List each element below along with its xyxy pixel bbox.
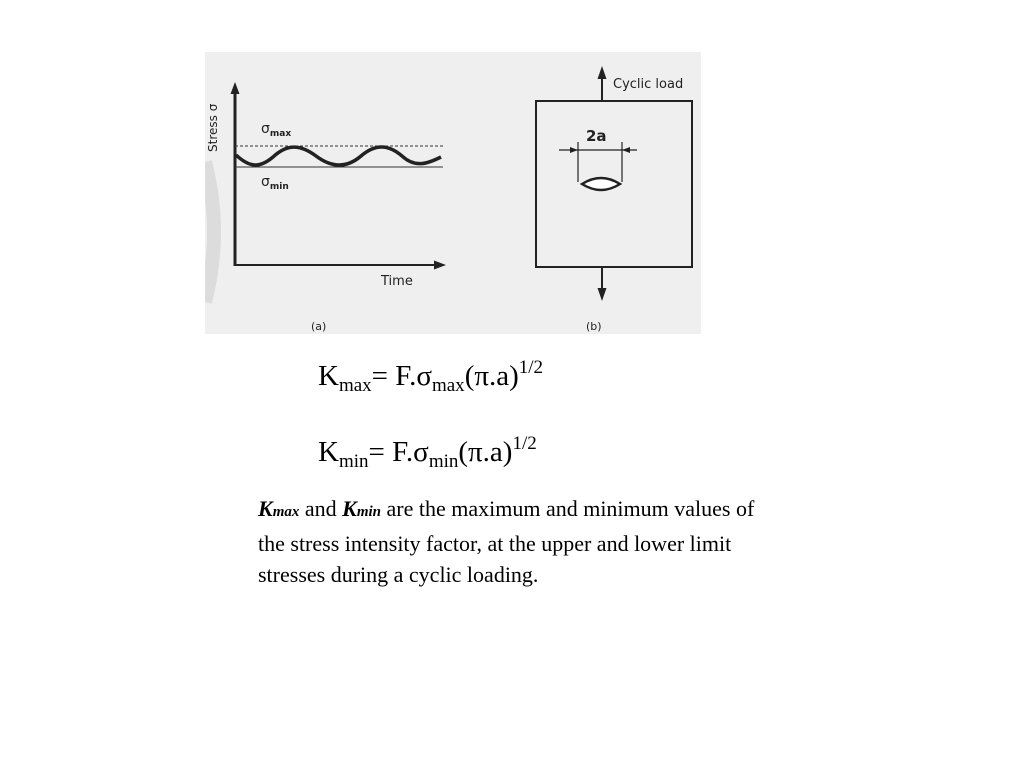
y-axis-arrow xyxy=(231,82,240,94)
x-axis-label: Time xyxy=(381,274,413,289)
crack-ellipse xyxy=(582,178,620,190)
panel-b-cracked-plate xyxy=(536,66,692,333)
panel-a-stress-time-plot xyxy=(206,82,446,333)
load-arrow-down-head xyxy=(598,288,607,301)
dimension-arrow-right xyxy=(622,147,630,153)
load-arrow-up-head xyxy=(598,66,607,79)
panel-a-caption: (a) xyxy=(311,320,327,333)
dimension-arrow-left xyxy=(570,147,578,153)
sigma-max-label: $\sigma_{max}$ xyxy=(261,121,292,139)
cyclic-load-label: Cyclic load xyxy=(613,77,684,92)
kmax-term: Kmax xyxy=(258,496,300,521)
panel-b-caption: (b) xyxy=(586,320,602,333)
kmax-equation: $K_{max}= F.\sigma_{max}(\pi.a)^{1/2}$ xyxy=(318,357,544,396)
scan-artifact xyxy=(205,162,214,302)
y-axis-label: Stress σ xyxy=(206,103,220,152)
cyclic-stress-curve xyxy=(236,147,441,165)
kmin-term: Kmin xyxy=(342,496,381,521)
fatigue-figure xyxy=(205,52,701,334)
sigma-min-label: $\sigma_{min}$ xyxy=(261,174,289,192)
x-axis-arrow xyxy=(434,261,446,270)
description-paragraph: Kmax and Kmin are the maximum and minimum values of the stress intensity factor, at the upper and lower limit stresses during a cyclic loading. xyxy=(258,496,755,587)
kmin-equation: $K_{min}= F.\sigma_{min}(\pi.a)^{1/2}$ xyxy=(318,433,537,472)
fatigue-figure-drawing xyxy=(205,52,701,334)
crack-length-label: 2a xyxy=(586,127,607,145)
